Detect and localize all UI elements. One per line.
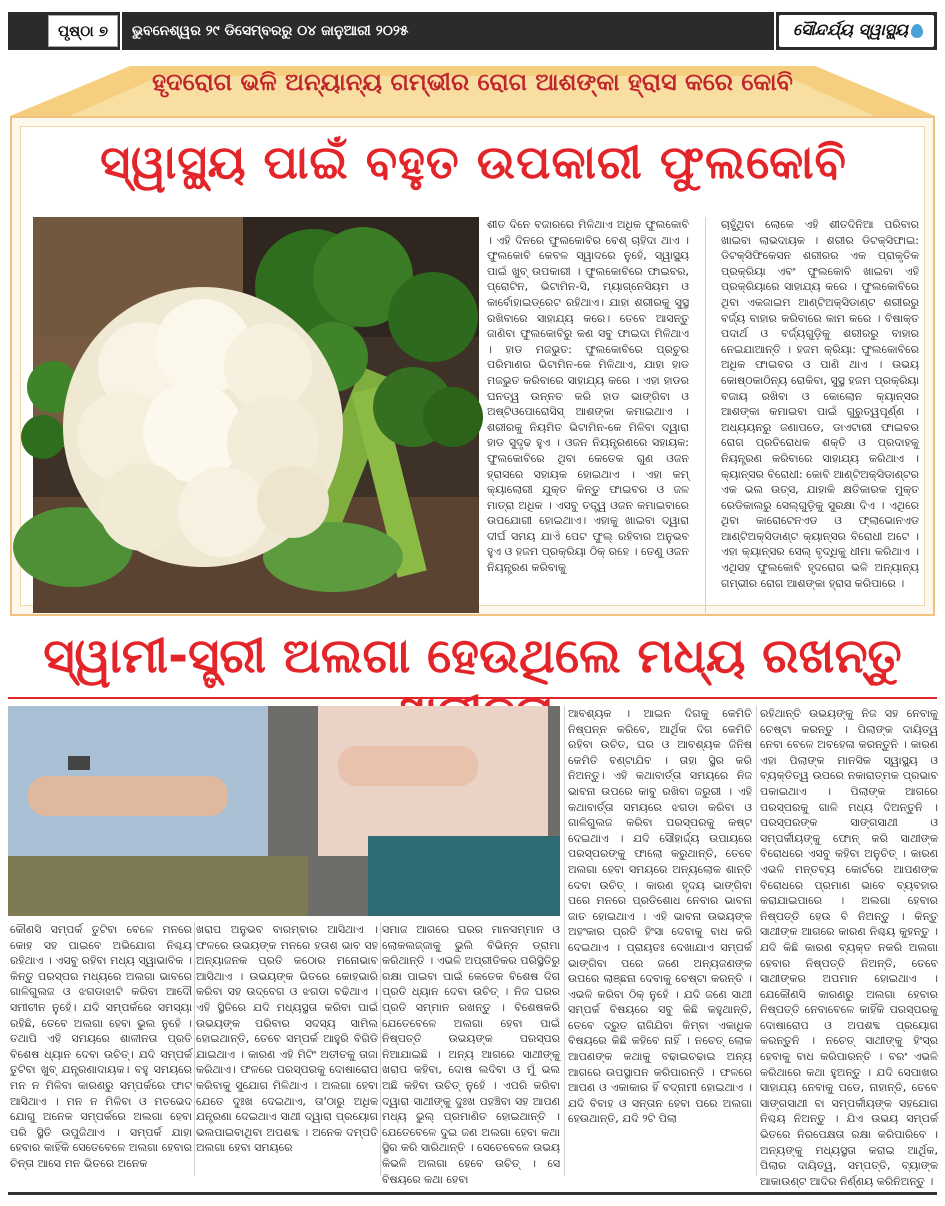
footer-rule: [8, 1192, 937, 1195]
column-divider: [194, 922, 195, 1176]
logo-text: ସୌନ୍ଦର୍ଯ୍ୟ ସ୍ୱାସ୍ଥ୍ୟ: [793, 20, 908, 39]
article2-column-1: କୌଣସି ସମ୍ପର୍କ ତୁଟିବା ବେଳେ ମନରେ କୋହ ସହ ପାଇବେ ଅଭିଯୋଗ ନିଶ୍ଚୟ ରହିଥାଏ । ଏସବୁ ରହିବା ମଧ୍ୟ ସ୍ୱାଭାବିକ । କିନ୍ତୁ ପରସ୍ପର ମଧ୍ୟରେ ଅଲଗା ଭାବରେ ଗାଳିଗୁଲଜ ଓ ଝଗଡାଝାଟି କରିବା ଆଦୌ ସମୀଚୀନ ନୁହେଁ। ଯଦି ସମ୍ପର୍କରେ ସମସ୍ୟା ରହିଛି, ତେବେ ଅଲଗା ହେବା ଭୁଲ ନୁହେଁ । ତଥାପି ଏହି ସମୟରେ ଶାଳୀନତା ପ୍ରତି ବିଶେଷ ଧ୍ୟାନ ଦେବା ଉଚିତ୍। ଯଦି ସମ୍ପର୍କ ତୁଟିବା ଖୁବ୍ ଯନ୍ତ୍ରଣାଦାୟକ। ବହୁ ସମୟରେ ମନ ନ ମିଳିବା କାରଣରୁ ସମ୍ପର୍କରେ ଫାଟ ଆସିଥାଏ । ମନ ନ ମିଳିବା ଓ ମତଭେଦ ଯୋଗୁ ଅନେକ ସମ୍ପର୍କରେ ଅଲଗା ହେବା ପରି ସ୍ଥିତି ଉପୁଜିଥାଏ । ସମ୍ପର୍କ ଯାହା ହେବାର କାହିଁକି ସେତେବେଳେ ଅଲଗା ହେବାର ଚିନ୍ତା ଆସେ ମନ ଭିତରେ ଅନେକ: [10, 923, 192, 1170]
article1-box: [10, 116, 935, 616]
column-divider: [756, 706, 757, 1176]
article2-column-5: ରହିଥାନ୍ତି ଉଭୟଙ୍କୁ ନିଜ ସହ ନେବାକୁ ଚେଷ୍ଟା କରନ୍ତୁ । ପିଲାଙ୍କ ଦାୟିତ୍ୱ ନେବା ବେଳେ ଅବହେଳା କରନ୍ତୁନି । କାରଣ ଏହା ପିଲାଙ୍କ ମାନସିକ ସ୍ୱାସ୍ଥ୍ୟ ଓ ବ୍ୟକ୍ତିତ୍ୱ ଉପରେ ନକାରାତ୍ମକ ପ୍ରଭାବ ପକାଇଥାଏ । ପିଲାଙ୍କ ଆଗରେ ପରସ୍ପରକୁ ଗାଳି ମଧ୍ୟ ଦିଅନ୍ତୁନି । ପରସ୍ପରଙ୍କ ସାଙ୍ଗସାଥୀ ଓ ସମ୍ପର୍କୀୟଙ୍କୁ ଫୋନ୍ କରି ସାଥୀଙ୍କ ବିରୋଧରେ ଏସବୁ କହିବା ଅନୁଚିତ୍ । କାରଣ ଏଭଳି ମନ୍ତବ୍ୟ କୋର୍ଟରେ ଆପଣଙ୍କ ବିରୋଧରେ ପ୍ରମାଣ ଭାବେ ବ୍ୟବହାର କରାଯାଇପାରେ । ଅଲଗା ହେବାର ନିଷ୍ପତ୍ତି ହେଉ ବି ନିଅନ୍ତୁ । କିନ୍ତୁ ସାଥୀଙ୍କ ଆଗରେ କାରଣ ନିଶ୍ଚୟ କୁହନ୍ତୁ । ଯଦି କିଛି କାରଣ ବ୍ୟକ୍ତ ନକରି ଅଲଗା ହେବାର ନିଷ୍ପତ୍ତି ନିଅନ୍ତି, ତେବେ ସାଥୀଙ୍କର ଅପମାନ ହୋଇଥାଏ । ଯେକୌଣସି କାରଣରୁ ଅଲଗା ହେବାର ନିଷ୍ପତ୍ତି ନେବାବେଳେ କାହିଁକି ପରସ୍ପରକୁ ଦୋଷାରୋପ ଓ ଅପଶବ୍ଦ ପ୍ରୟୋଗ କରନ୍ତୁନି । ନଚେତ୍ ସାଥୀଙ୍କୁ ହିଂସ୍ର ହେବାକୁ ବାଧ କରିପାରନ୍ତି । ବରଂ ଏଭଳି କରିଥାରେ କଥା ହୁଅନ୍ତୁ । ଯଦି ସେପାଖର ସାହାଯ୍ୟ ନେବାକୁ ପଡେ, ନାହାନ୍ତି, ତେବେ ସାଙ୍ଗସାଥୀ ବା ସମ୍ପର୍କୀୟଙ୍କ ସହଯୋଗ ନିଶ୍ଚୟ ନିଅନ୍ତୁ । ଯିଏ ଉଭୟ ସମ୍ପର୍କ ଭିତରେ ନିରପେକ୍ଷତା ରକ୍ଷା କରିପାରିବେ । ଅନ୍ୟଙ୍କୁ ମଧ୍ୟସ୍ଥତା କରାଇ ଆର୍ଥିକ, ପିଲାର ଦାୟିତ୍ୱ, ସମ୍ପତ୍ତି, ବ୍ୟାଙ୍କ ଆକାଉଣ୍ଟ ଆଦିର ନିର୍ଣ୍ଣୟ କରିନିଅନ୍ତୁ ।: [760, 707, 938, 1188]
cauliflower-head: [63, 287, 343, 567]
column-divider: [705, 217, 706, 613]
logo-plate: [779, 15, 934, 47]
masthead: [8, 6, 937, 51]
article1-inner-frame: [20, 126, 925, 606]
article1-column-2: ଚାହୁଁଥିବା ଲୋକେ ଏହି ଶୀତଦିନିଆ ପରିବାର ଖାଇବା ଲାଭଦାୟକ । ଶରୀର ଡିଟକ୍ସିଫାଇ: ଡିଟକ୍ସିଫିକେସନ ଶରୀରର ଏକ ପ୍ରାକୃତିକ ପ୍ରକ୍ରିୟା ଏବଂ ଫୁଲକୋବି ଖାଇବା ଏହି ପ୍ରକ୍ରିୟାରେ ସାହାଯ୍ୟ କରେ । ଫୁଲକୋବିରେ ଥିବା ଏକଜାଇମ ଆଣ୍ଟିଅକ୍ସିଡାଣ୍ଟ ଶରୀରରୁ ବର୍ଜ୍ୟ ବାହାର କରିବାରେ କାମ କରେ । ବିଷାକ୍ତ ପଦାର୍ଥ ଓ ବର୍ଜ୍ୟଗୁଡ଼ିକୁ ଶରୀରରୁ ବାହାର ନେଇଯାଆନ୍ତି । ହଜମ କ୍ରିୟା: ଫୁଲକୋବିରେ ଅଧିକ ଫାଇବର ଓ ପାଣି ଥାଏ । ଉଭୟ କୋଷ୍ଠକାଠିନ୍ୟ ରୋକିବା, ସୁସ୍ଥ ହଜମ ପ୍ରକ୍ରିୟା ବଜାୟ ରଖିବା ଓ କୋଲୋନ କ୍ୟାନ୍ସର ଆଶଙ୍କା କମାଇବା ପାଇଁ ଗୁରୁତ୍ୱପୂର୍ଣ୍ଣ । ଅଧ୍ୟୟନରୁ ଜଣାପଡେ, ଡାଏଟାରୀ ଫାଇବର ରୋଗ ପ୍ରତିରୋଧକ ଶକ୍ତି ଓ ପ୍ରଦାହକୁ ନିୟନ୍ତ୍ରଣ କରିବାରେ ସାହାଯ୍ୟ କରିଥାଏ । କ୍ୟାନ୍ସର ବିରୋଧୀ: କୋବି ଆଣ୍ଟିଅକ୍ସିଡାଣ୍ଟର ଏକ ଭଲ ଉତ୍ସ, ଯାହାକି କ୍ଷତିକାରକ ମୁକ୍ତ ରେଡିକାଲରୁ ସେଲ୍‌ଗୁଡ଼ିକୁ ସୁରକ୍ଷା ଦିଏ । ଏଥିରେ ଥିବା କାରୋଟେନଏଡ ଓ ଫ୍ଲାଭୋନଏଡ ଆଣ୍ଟିଅକ୍ସିଡାଣ୍ଟ କ୍ୟାନ୍ସର ବିରୋଧୀ ଅଟେ । ଏହା କ୍ୟାନ୍ସର ସେଲ୍ ବୃଦ୍ଧିକୁ ଧୀମା କରିଥାଏ । ଏଥିସହ ଫୁଲକୋବି ହୃଦରୋଗ ଭଳି ଅନ୍ୟାନ୍ୟ ଗମ୍ଭୀର ରୋଗ ଆଶଙ୍କା ହ୍ରାସ କରିପାରେ ।: [721, 218, 919, 590]
cauliflower-photo: [33, 217, 479, 613]
man-figure: [8, 706, 308, 916]
column-divider: [564, 706, 565, 1176]
article2-column-4: ଆବଶ୍ୟକ । ଆଇନ ଦିଗକୁ କେମିତି ନିଷ୍ପନ୍ନ କରିବେ, ଆର୍ଥିକ ଦିଗ କେମିତି ରହିବା ଉଚିତ, ଘର ଓ ଆବଶ୍ୟକ ଜିନିଷ କେମିତି ବଣ୍ଟାଯିବ । ତାହା ସ୍ଥିର କରି ନିଅନ୍ତୁ। ଏହି କଥାବାର୍ତ୍ତା ସମୟରେ ନିଜ ଭାବନା ଉପରେ କାବୁ ରଖିବା ଜରୁରୀ । ଏହି କଥାବାର୍ତ୍ତା ସମୟରେ ଝଗଡା କରିବା ଓ ଗାଳିଗୁଲଜ କରିବା ପରସ୍ପରକୁ କଷ୍ଟ ଦେଇଥାଏ । ଯଦି ସୌହାର୍ଦ୍ଦ୍ୟ ଉପାୟରେ ପରସ୍ପରଙ୍କୁ ଫାଲୋ କରୁଥାନ୍ତି, ତେବେ ଅଲଗା ହେବା ସମୟରେ ଅନ୍ୟଲୋକ ଶାନ୍ତି ଦେବା ଉଚିତ୍ । କାରଣ ହୃଦୟ ଭାଙ୍ଗିବା ପରେ ମନରେ ପ୍ରତିଶୋଧ ନେବାର ଭାବନା ଜାତ ହୋଇଥାଏ । ଏହି ଭାବନା ଉଭୟଙ୍କ ଅହଂକାର ପ୍ରତି ହିଂସା ଦେବାକୁ ବାଧ କରି ଦେଇଥାଏ । ପ୍ରାୟତଃ ଦେଖାଯାଏ ସମ୍ପର୍କ ଭାଙ୍ଗିବା ପରେ ଜଣେ ଅନ୍ୟଜଣଙ୍କ ଉପରେ ଲାଞ୍ଛନା ଦେବାକୁ ଚେଷ୍ଟା କରନ୍ତି । ଏଭଳି କରିବା ଠିକ୍ ନୁହେଁ । ଯଦି ଜଣେ ସାଥୀ ସମ୍ପର୍କ ବିଷୟରେ ସବୁ କିଛି କହୁଥାନ୍ତି, ତେବେ ଦ୍ରୁତ ରାଗିଯିବା କିମ୍ବା ଏକାଧିକ ବିଷୟରେ କିଛି କହିବେ ନାହିଁ । ନଚେତ୍ ଲୋକ ଆପଣଙ୍କ କଥାକୁ ବଢାଇଚଢାଇ ଅନ୍ୟ ଆଗରେ ଉପସ୍ଥାପନ କରିପାରନ୍ତି । ଫଳରେ ଆପଣ ଓ ଏକାକାର ହିଁ ବଦ୍‌ନାମୀ ହୋଇଥାଏ । ଯଦି ବିବାହ ଓ ସନ୍ତାନ ହେବା ପରେ ଅଲଗା ହେଉଥାନ୍ତି, ଯଦି ୨ଟି ପିଲା: [568, 707, 752, 1126]
column-divider: [380, 922, 381, 1176]
article1-column-1: ଶୀତ ଦିନେ ବଜାରରେ ମିଳିଥାଏ ଅଧିକ ଫୁଲକୋବି । ଏହି ଦିନରେ ଫୁଲକୋବିର ବେଶ୍ ଚାହିଦା ଥାଏ । ଫୁଲକୋବି କେବଳ ସ୍ୱାଦରେ ନୁହେଁ, ସ୍ୱାସ୍ଥ୍ୟ ପାଇଁ ଖୁବ୍ ଉପକାରୀ । ଫୁଲକୋବିରେ ଫାଇବର, ପ୍ରୋଟିନ, ଭିଟାମିନ-ସି, ମ୍ୟାଗ୍ନେସିୟମ ଓ କାର୍ବୋହାଇଡ୍ରେଟ ରହିଥାଏ। ଯାହା ଶରୀରକୁ ସୁସ୍ଥ ରଖିବାରେ ସାହାଯ୍ୟ କରେ। ତେବେ ଆସନ୍ତୁ ଜାଣିବା ଫୁଲକୋବିରୁ କଣ ସବୁ ଫାଇଦା ମିଳିଥାଏ । ହାଡ ମଜଭୁତ: ଫୁଲକୋବିରେ ପ୍ରଚୁର ପରିମାଣର ଭିଟାମିନ-କେ ମିଳିଥାଏ, ଯାହା ହାଡ ମଜଭୁତ କରିବାରେ ସାହାଯ୍ୟ କରେ । ଏହା ହାଡର ଘନତ୍ୱ ଉନ୍ନତ କରି ହାଡ ଭାଙ୍ଗିବା ଓ ଅଷ୍ଟିଓପୋରୋସିସ୍ ଆଶଙ୍କା କମାଇଥାଏ । ଶରୀରକୁ ନିୟମିତ ଭିଟାମିନ-କେ ମିଳିବା ଦ୍ୱାରା ହାଡ ସୁଦୃଢ ହୁଏ । ଓଜନ ନିୟନ୍ତ୍ରଣରେ ସହାୟକ: ଫୁଲକୋବିରେ ଥିବା କେତେକ ଗୁଣ ଓଜନ ହ୍ରାସରେ ସହାୟକ ହୋଇଥାଏ । ଏହା କମ୍ କ୍ୟାଲୋରୀ ଯୁକ୍ତ କିନ୍ତୁ ଫାଇବର ଓ ଜଳ ମାତ୍ରା ଅଧିକ । ଏସବୁ ତତ୍ତ୍ୱ ଓଜନ କମାଇବାରେ ଉପଯୋଗୀ ହୋଇଥାଏ। ଏହାକୁ ଖାଇବା ଦ୍ୱାରା ଦୀର୍ଘ ସମୟ ଯାଏଁ ପେଟ ଫୁଲ୍ ରହିବାର ଅନୁଭବ ହୁଏ ଓ ହଜମ ପ୍ରକ୍ରିୟା ଠିକ୍ ରହେ । ତେଣୁ ଓଜନ ନିୟନ୍ତ୍ରଣ କରିବାକୁ: [487, 218, 689, 575]
article1-headline: ସ୍ୱାସ୍ଥ୍ୟ ପାଇଁ ବହୁତ ଉପକାରୀ ଫୁଲକୋବି: [100, 135, 847, 189]
headline-rule: [8, 697, 937, 699]
article2-column-3: ସମାଜ ଆଗରେ ଘରର ମାନସମ୍ମାନ ଓ ଲୋକଲଜ୍ଜାକୁ ଭୁଲି ବିଭିନ୍ନ ଡ୍ରାମା କରିଥାନ୍ତି । ଏଭଳି ଅପ୍ରୀତିକର ପରିସ୍ଥିତିରୁ ରକ୍ଷା ପାଇବା ପାଇଁ କେତେକ ବିଶେଷ ଦିଗ ପ୍ରତି ଧ୍ୟାନ ଦେବା ଉଚିତ୍ । ନିଜ ଘରର ପ୍ରତି ସମ୍ମାନ ରଖନ୍ତୁ । ବିଶେଷକରି ଯେତେବେଳେ ଅଲଗା ହେବା ପାଇଁ ନିଷ୍ପତ୍ତି ଉଭୟଙ୍କ ପରସ୍ପର ନିଆଯାଇଛି । ଅନ୍ୟ ଆଗରେ ସାଥୀଙ୍କୁ ଖରାପ କହିବା, ଦୋଷ ଲଦିବା ଓ ମୁଁ ଭଲ ଅଛି କହିବା ଉଚିତ୍ ନୁହେଁ । ଏପରି କରିବା ଦ୍ୱାରା ସାଥୀଙ୍କୁ ଦୁଃଖ ପହଞ୍ଚିବା ସହ ଆପଣ ମଧ୍ୟ ଭୁଲ୍ ପ୍ରମାଣିତ ହୋଇଥାନ୍ତି । ଯେତେବେଳେ ଦୁଇ ଜଣ ଅଲଗା ହେବା କଥା ସ୍ଥିର କରି ସାରିଥାନ୍ତି । ସେତେବେଳେ ଉଭୟ କିଭଳି ଅଲଗା ହେବେ ଉଚିତ୍ । ସେ ବିଷୟରେ କଥା ହେବା: [382, 923, 560, 1186]
droplet-icon: [911, 24, 923, 38]
dateline: ଭୁବନେଶ୍ୱର ୨୯ ଡିସେମ୍ବରରୁ ୦୪ ଜାନୁଆରୀ ୨୦୨୫: [122, 12, 774, 50]
page-number-block: [8, 12, 120, 50]
article2-column-2: ଖରାପ ଅନୁଭବ ବାରମ୍ବାର ଆସିଥାଏ । ଫଳରେ ଉଭୟଙ୍କ ମନରେ ହତାଶ ଭାବ ସହ ଅନ୍ୟାଜନକ ପ୍ରତି କଠୋର ମନୋଭାବ ଆସିଥାଏ । ଉଭୟଙ୍କ ଭିତରେ କୋହଭାରି କରିବା ସହ ଉଦ୍ବେଗ ଓ ଝଗଡା ବଢିଥାଏ । ଏହି ସ୍ଥିତିରେ ଯଦି ମଧ୍ୟସ୍ଥତା କରିବା ପାଇଁ ଉଭୟଙ୍କ ପରିବାର ସଦସ୍ୟ ସାମିଲ ହୋଇଥାନ୍ତି, ତେବେ ସମ୍ପର୍କ ଆହୁରି ବିଗିଡି ଯାଇଥାଏ । କାରଣ ଏହି ମିଟିଂ ଅତୀତକୁ ତାଜା କରିଥାଏ। ଫଳରେ ପରସ୍ପରକୁ ଦୋଷାରୋପ କରିବାକୁ ସୁଯୋଗ ମିଳିଥାଏ । ଅଲଗା ହେବା ଯେତେ ଦୁଃଖ ଦେଇଥାଏ, ତା'ଠାରୁ ଅଧିକ ଯନ୍ତ୍ରଣା ଦେଇଥାଏ ସାଥୀ ଦ୍ୱାରା ପ୍ରୟୋଗ ଭଲପାଇବାଥିବା ଅପଶବ୍ଦ । ଅନେକ ଦମ୍ପତି ଅଲଗା ହେବା ସମୟରେ: [196, 923, 378, 1155]
page-number: ପୃଷ୍ଠା ୭: [48, 15, 118, 47]
article2-headline: ସ୍ୱାମୀ-ସ୍ତ୍ରୀ ଅଲଗା ହେଉଥିଲେ ମଧ୍ୟ ରଖନ୍ତୁ: [43, 628, 902, 684]
section-logo: [776, 12, 937, 50]
kicker-headline: ହୃଦରୋଗ ଭଳି ଅନ୍ୟାନ୍ୟ ଗମ୍ଭୀର ରୋଗ ଆଶଙ୍କା ହ୍ରାସ କରେ କୋବି: [152, 68, 793, 96]
couple-photo: [8, 706, 560, 916]
